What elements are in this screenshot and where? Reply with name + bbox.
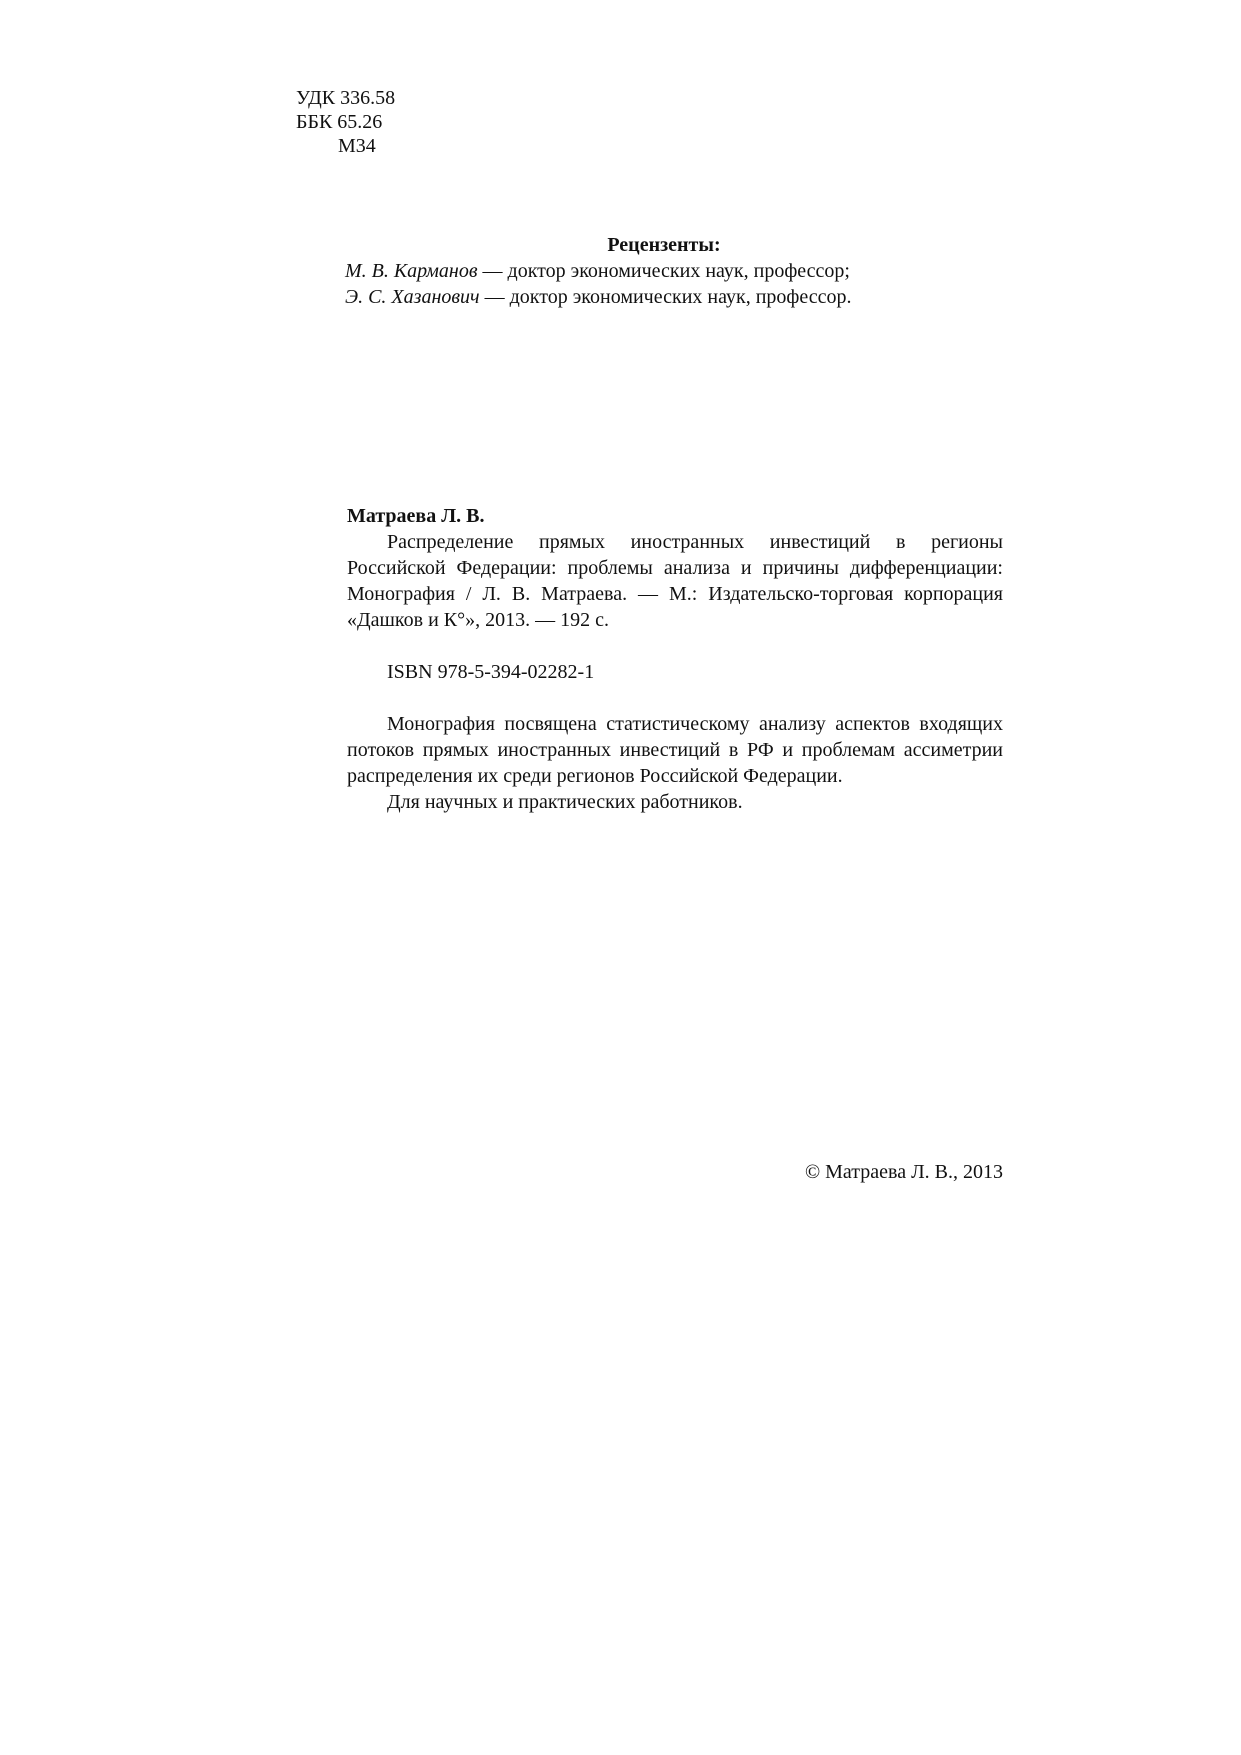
audience-note: Для научных и практических работников. xyxy=(387,791,743,813)
reviewers-title: Рецензенты: xyxy=(607,234,721,256)
reviewer-description: — доктор экономических наук, профессор; xyxy=(477,260,850,282)
bbk-code: ББК 65.26 xyxy=(296,111,383,133)
isbn: ISBN 978-5-394-02282-1 xyxy=(387,661,595,683)
copyright-notice: © Матраева Л. В., 2013 xyxy=(804,1161,1003,1183)
bibliographic-record xyxy=(347,503,1003,815)
reviewers-block xyxy=(345,232,905,310)
reviewer-line xyxy=(345,284,905,310)
book-author: Матраева Л. В. xyxy=(347,505,485,527)
reviewer-description: — доктор экономических наук, профессор. xyxy=(479,286,852,308)
book-description: Распределение прямых иностранных инвестиций в регионы Российской Федерации: проблемы анализа и причины дифференциации: Монография / Л. В. Матраева. — М.: Издательско-торговая корпорация «Дашков и К°», 2013. — 192 с. xyxy=(347,531,1003,631)
annotation: Монография посвящена статистическому анализу аспектов входящих потоков прямых иностранных инвестиций в РФ и проблемам ассиметрии распределения их среди регионов Российской Федерации. xyxy=(347,713,1003,787)
author-mark: М34 xyxy=(338,135,376,157)
udk-code: УДК 336.58 xyxy=(296,87,396,109)
reviewer-name: М. В. Карманов xyxy=(345,260,478,282)
reviewer-name: Э. С. Хазанович xyxy=(345,286,480,308)
reviewer-line xyxy=(345,258,905,284)
classification-codes xyxy=(296,86,395,158)
